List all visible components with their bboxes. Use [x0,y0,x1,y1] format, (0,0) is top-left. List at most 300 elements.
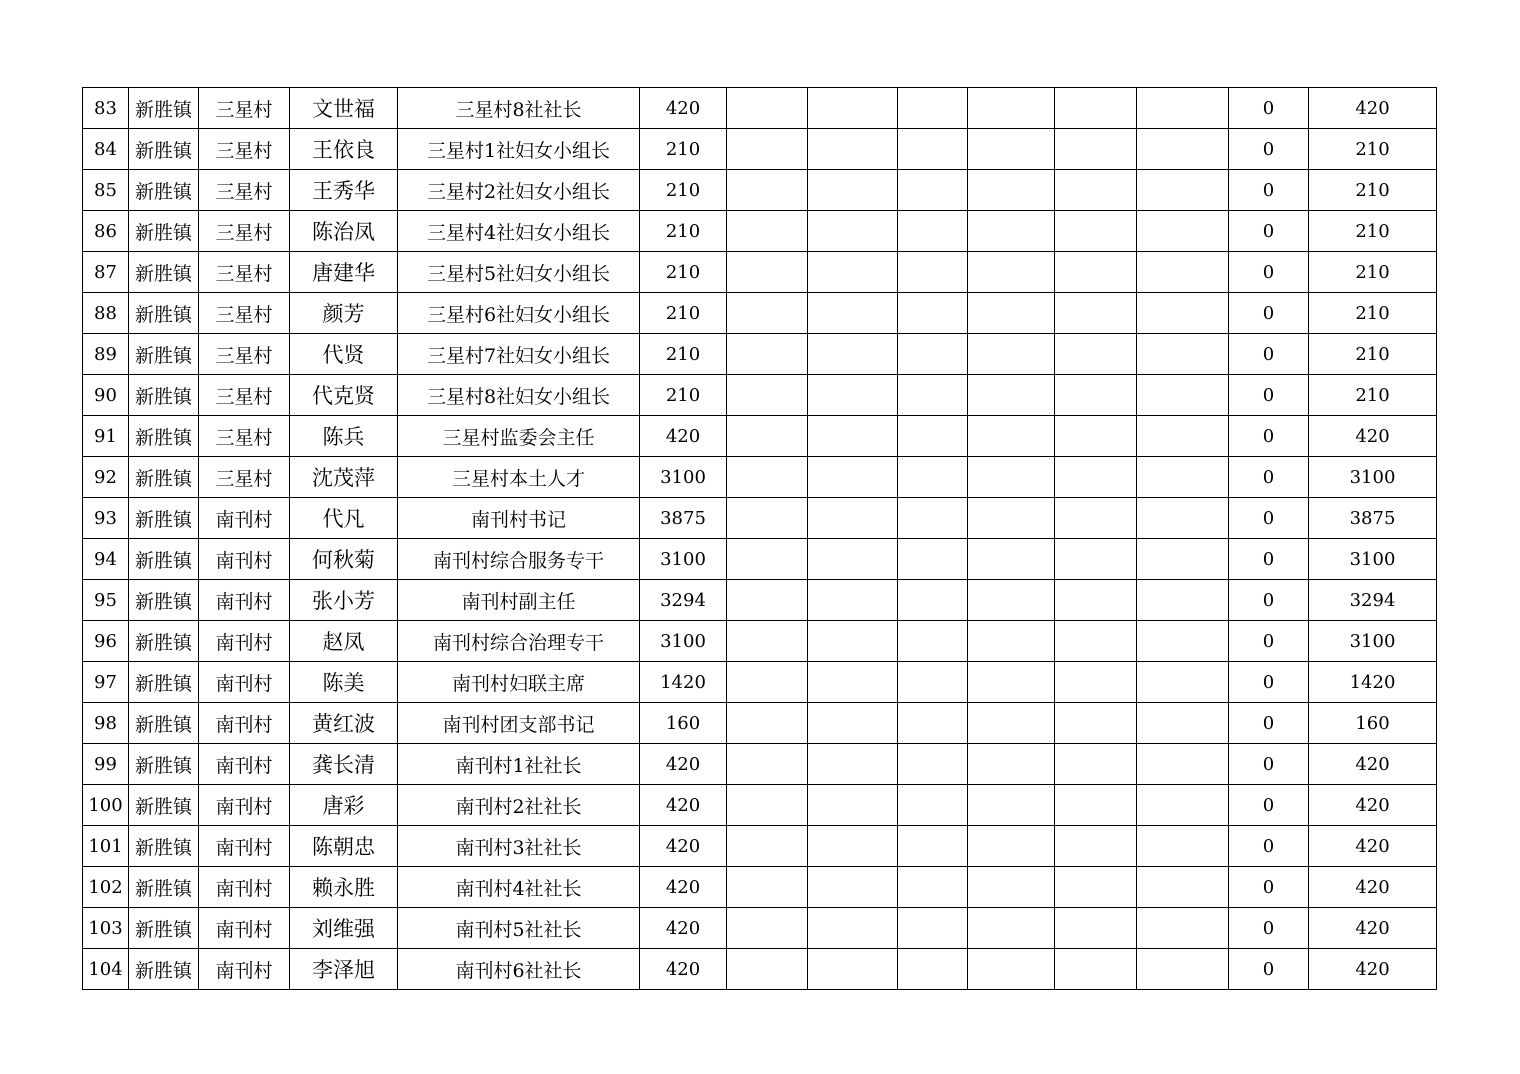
empty-cell [808,416,898,457]
empty-cell [898,170,968,211]
empty-cell [1137,785,1229,826]
position-cell: 南刊村1社社长 [398,744,640,785]
empty-cell [808,785,898,826]
position-cell: 三星村监委会主任 [398,416,640,457]
table-row [83,211,1437,252]
empty-cell [1137,416,1229,457]
town-cell: 新胜镇 [129,375,199,416]
row-number: 96 [83,621,129,662]
amount-cell: 420 [640,785,727,826]
empty-cell [808,170,898,211]
position-cell: 南刊村5社社长 [398,908,640,949]
position-cell: 南刊村综合治理专干 [398,621,640,662]
empty-cell [968,908,1055,949]
amount-cell: 420 [640,908,727,949]
row-number: 99 [83,744,129,785]
table-row [83,293,1437,334]
empty-cell [1137,949,1229,990]
empty-cell [808,498,898,539]
town-cell: 新胜镇 [129,498,199,539]
person-name-cell: 何秋菊 [290,539,398,580]
empty-cell [898,252,968,293]
table-row [83,375,1437,416]
empty-cell [808,457,898,498]
deduction-cell: 0 [1229,949,1309,990]
amount-cell: 210 [640,170,727,211]
empty-cell [808,908,898,949]
roster-table-body [83,88,1437,990]
position-cell: 南刊村副主任 [398,580,640,621]
deduction-cell: 0 [1229,498,1309,539]
empty-cell [898,703,968,744]
amount-cell: 420 [640,744,727,785]
deduction-cell: 0 [1229,908,1309,949]
town-cell: 新胜镇 [129,826,199,867]
empty-cell [727,580,808,621]
town-cell: 新胜镇 [129,211,199,252]
position-cell: 南刊村综合服务专干 [398,539,640,580]
empty-cell [898,949,968,990]
empty-cell [1137,293,1229,334]
empty-cell [1137,580,1229,621]
empty-cell [727,949,808,990]
town-cell: 新胜镇 [129,703,199,744]
row-number: 92 [83,457,129,498]
total-cell: 210 [1309,211,1437,252]
deduction-cell: 0 [1229,293,1309,334]
table-row [83,539,1437,580]
position-cell: 三星村5社妇女小组长 [398,252,640,293]
person-name-cell: 陈美 [290,662,398,703]
empty-cell [808,293,898,334]
town-cell: 新胜镇 [129,908,199,949]
row-number: 87 [83,252,129,293]
village-cell: 南刊村 [199,621,290,662]
person-name-cell: 王依良 [290,129,398,170]
empty-cell [1137,252,1229,293]
deduction-cell: 0 [1229,621,1309,662]
table-row [83,621,1437,662]
empty-cell [898,580,968,621]
deduction-cell: 0 [1229,88,1309,129]
empty-cell [898,293,968,334]
town-cell: 新胜镇 [129,785,199,826]
empty-cell [1055,252,1137,293]
empty-cell [808,211,898,252]
village-cell: 三星村 [199,416,290,457]
position-cell: 南刊村6社社长 [398,949,640,990]
table-row [83,416,1437,457]
amount-cell: 210 [640,211,727,252]
total-cell: 210 [1309,129,1437,170]
total-cell: 210 [1309,293,1437,334]
empty-cell [808,744,898,785]
empty-cell [727,908,808,949]
empty-cell [968,498,1055,539]
town-cell: 新胜镇 [129,88,199,129]
village-cell: 三星村 [199,375,290,416]
total-cell: 3875 [1309,498,1437,539]
empty-cell [898,375,968,416]
table-row [83,826,1437,867]
empty-cell [808,621,898,662]
empty-cell [968,88,1055,129]
empty-cell [1137,908,1229,949]
position-cell: 三星村1社妇女小组长 [398,129,640,170]
empty-cell [1055,88,1137,129]
empty-cell [968,826,1055,867]
deduction-cell: 0 [1229,334,1309,375]
total-cell: 210 [1309,334,1437,375]
empty-cell [1055,170,1137,211]
empty-cell [1055,908,1137,949]
village-cell: 三星村 [199,129,290,170]
empty-cell [808,662,898,703]
person-name-cell: 李泽旭 [290,949,398,990]
empty-cell [727,867,808,908]
empty-cell [968,621,1055,662]
table-row [83,88,1437,129]
amount-cell: 210 [640,334,727,375]
town-cell: 新胜镇 [129,416,199,457]
amount-cell: 420 [640,867,727,908]
position-cell: 南刊村团支部书记 [398,703,640,744]
row-number: 83 [83,88,129,129]
row-number: 100 [83,785,129,826]
row-number: 90 [83,375,129,416]
amount-cell: 210 [640,293,727,334]
table-row [83,457,1437,498]
total-cell: 420 [1309,908,1437,949]
town-cell: 新胜镇 [129,539,199,580]
town-cell: 新胜镇 [129,867,199,908]
position-cell: 南刊村书记 [398,498,640,539]
table-row [83,908,1437,949]
empty-cell [898,621,968,662]
person-name-cell: 沈茂萍 [290,457,398,498]
empty-cell [1055,416,1137,457]
roster-table [82,87,1437,990]
town-cell: 新胜镇 [129,457,199,498]
empty-cell [968,867,1055,908]
empty-cell [727,457,808,498]
position-cell: 南刊村2社社长 [398,785,640,826]
empty-cell [1137,457,1229,498]
empty-cell [1137,826,1229,867]
empty-cell [968,375,1055,416]
deduction-cell: 0 [1229,375,1309,416]
row-number: 101 [83,826,129,867]
empty-cell [727,826,808,867]
empty-cell [808,539,898,580]
amount-cell: 210 [640,252,727,293]
table-row [83,580,1437,621]
empty-cell [968,293,1055,334]
deduction-cell: 0 [1229,785,1309,826]
row-number: 88 [83,293,129,334]
empty-cell [808,949,898,990]
village-cell: 三星村 [199,88,290,129]
total-cell: 420 [1309,826,1437,867]
empty-cell [727,211,808,252]
deduction-cell: 0 [1229,662,1309,703]
empty-cell [1055,334,1137,375]
empty-cell [1055,293,1137,334]
empty-cell [1055,539,1137,580]
village-cell: 南刊村 [199,703,290,744]
table-row [83,949,1437,990]
amount-cell: 3100 [640,621,727,662]
position-cell: 三星村本土人才 [398,457,640,498]
empty-cell [1137,88,1229,129]
empty-cell [727,662,808,703]
position-cell: 三星村6社妇女小组长 [398,293,640,334]
total-cell: 420 [1309,867,1437,908]
deduction-cell: 0 [1229,211,1309,252]
amount-cell: 420 [640,416,727,457]
empty-cell [727,744,808,785]
row-number: 97 [83,662,129,703]
total-cell: 3100 [1309,621,1437,662]
empty-cell [808,129,898,170]
empty-cell [808,88,898,129]
village-cell: 三星村 [199,457,290,498]
empty-cell [898,908,968,949]
total-cell: 1420 [1309,662,1437,703]
empty-cell [727,785,808,826]
village-cell: 南刊村 [199,949,290,990]
row-number: 85 [83,170,129,211]
town-cell: 新胜镇 [129,252,199,293]
amount-cell: 3875 [640,498,727,539]
village-cell: 三星村 [199,211,290,252]
total-cell: 3100 [1309,539,1437,580]
table-row [83,129,1437,170]
position-cell: 南刊村4社社长 [398,867,640,908]
amount-cell: 3100 [640,539,727,580]
empty-cell [968,744,1055,785]
deduction-cell: 0 [1229,252,1309,293]
amount-cell: 420 [640,826,727,867]
empty-cell [898,211,968,252]
deduction-cell: 0 [1229,744,1309,785]
empty-cell [1137,170,1229,211]
deduction-cell: 0 [1229,580,1309,621]
row-number: 86 [83,211,129,252]
empty-cell [727,416,808,457]
empty-cell [898,785,968,826]
empty-cell [1055,785,1137,826]
town-cell: 新胜镇 [129,744,199,785]
table-row [83,785,1437,826]
total-cell: 160 [1309,703,1437,744]
empty-cell [727,293,808,334]
row-number: 93 [83,498,129,539]
person-name-cell: 唐彩 [290,785,398,826]
empty-cell [898,88,968,129]
deduction-cell: 0 [1229,703,1309,744]
empty-cell [1055,867,1137,908]
empty-cell [808,375,898,416]
deduction-cell: 0 [1229,867,1309,908]
total-cell: 420 [1309,416,1437,457]
table-row [83,252,1437,293]
empty-cell [1055,129,1137,170]
total-cell: 210 [1309,252,1437,293]
empty-cell [1055,744,1137,785]
deduction-cell: 0 [1229,826,1309,867]
total-cell: 210 [1309,375,1437,416]
table-row [83,662,1437,703]
row-number: 84 [83,129,129,170]
empty-cell [968,416,1055,457]
village-cell: 三星村 [199,252,290,293]
empty-cell [1055,580,1137,621]
empty-cell [898,129,968,170]
row-number: 103 [83,908,129,949]
deduction-cell: 0 [1229,416,1309,457]
person-name-cell: 唐建华 [290,252,398,293]
empty-cell [968,949,1055,990]
empty-cell [1055,621,1137,662]
empty-cell [808,580,898,621]
empty-cell [1137,334,1229,375]
village-cell: 南刊村 [199,826,290,867]
empty-cell [1055,375,1137,416]
village-cell: 南刊村 [199,867,290,908]
empty-cell [1137,375,1229,416]
empty-cell [898,539,968,580]
position-cell: 三星村8社妇女小组长 [398,375,640,416]
empty-cell [898,662,968,703]
person-name-cell: 赖永胜 [290,867,398,908]
empty-cell [1055,211,1137,252]
position-cell: 三星村2社妇女小组长 [398,170,640,211]
empty-cell [968,785,1055,826]
empty-cell [808,826,898,867]
total-cell: 420 [1309,785,1437,826]
village-cell: 三星村 [199,334,290,375]
amount-cell: 1420 [640,662,727,703]
empty-cell [1137,662,1229,703]
amount-cell: 160 [640,703,727,744]
empty-cell [727,170,808,211]
person-name-cell: 陈朝忠 [290,826,398,867]
empty-cell [968,539,1055,580]
empty-cell [898,457,968,498]
town-cell: 新胜镇 [129,621,199,662]
empty-cell [727,375,808,416]
empty-cell [727,703,808,744]
empty-cell [808,867,898,908]
position-cell: 南刊村3社社长 [398,826,640,867]
empty-cell [1055,826,1137,867]
person-name-cell: 代克贤 [290,375,398,416]
empty-cell [727,498,808,539]
person-name-cell: 颜芳 [290,293,398,334]
amount-cell: 3100 [640,457,727,498]
empty-cell [1055,662,1137,703]
town-cell: 新胜镇 [129,580,199,621]
empty-cell [1137,744,1229,785]
total-cell: 420 [1309,744,1437,785]
row-number: 98 [83,703,129,744]
empty-cell [1137,211,1229,252]
empty-cell [898,744,968,785]
total-cell: 3100 [1309,457,1437,498]
person-name-cell: 龚长清 [290,744,398,785]
person-name-cell: 赵凤 [290,621,398,662]
row-number: 94 [83,539,129,580]
village-cell: 南刊村 [199,580,290,621]
empty-cell [1137,539,1229,580]
deduction-cell: 0 [1229,129,1309,170]
total-cell: 420 [1309,949,1437,990]
empty-cell [1137,129,1229,170]
village-cell: 南刊村 [199,662,290,703]
village-cell: 三星村 [199,293,290,334]
town-cell: 新胜镇 [129,129,199,170]
deduction-cell: 0 [1229,170,1309,211]
empty-cell [898,334,968,375]
empty-cell [968,662,1055,703]
person-name-cell: 王秀华 [290,170,398,211]
row-number: 102 [83,867,129,908]
empty-cell [727,88,808,129]
position-cell: 南刊村妇联主席 [398,662,640,703]
deduction-cell: 0 [1229,539,1309,580]
town-cell: 新胜镇 [129,662,199,703]
row-number: 89 [83,334,129,375]
empty-cell [968,211,1055,252]
empty-cell [968,703,1055,744]
empty-cell [968,334,1055,375]
amount-cell: 420 [640,949,727,990]
empty-cell [1055,703,1137,744]
total-cell: 3294 [1309,580,1437,621]
table-row [83,334,1437,375]
deduction-cell: 0 [1229,457,1309,498]
empty-cell [1055,457,1137,498]
empty-cell [727,129,808,170]
person-name-cell: 黄红波 [290,703,398,744]
village-cell: 南刊村 [199,785,290,826]
table-row [83,170,1437,211]
village-cell: 三星村 [199,170,290,211]
empty-cell [968,252,1055,293]
empty-cell [1137,867,1229,908]
person-name-cell: 代贤 [290,334,398,375]
empty-cell [808,703,898,744]
position-cell: 三星村8社社长 [398,88,640,129]
row-number: 91 [83,416,129,457]
amount-cell: 210 [640,129,727,170]
empty-cell [968,580,1055,621]
amount-cell: 210 [640,375,727,416]
empty-cell [968,170,1055,211]
empty-cell [968,457,1055,498]
empty-cell [1055,498,1137,539]
town-cell: 新胜镇 [129,334,199,375]
village-cell: 南刊村 [199,498,290,539]
empty-cell [898,826,968,867]
person-name-cell: 文世福 [290,88,398,129]
position-cell: 三星村4社妇女小组长 [398,211,640,252]
total-cell: 210 [1309,170,1437,211]
empty-cell [727,334,808,375]
village-cell: 南刊村 [199,908,290,949]
empty-cell [898,498,968,539]
